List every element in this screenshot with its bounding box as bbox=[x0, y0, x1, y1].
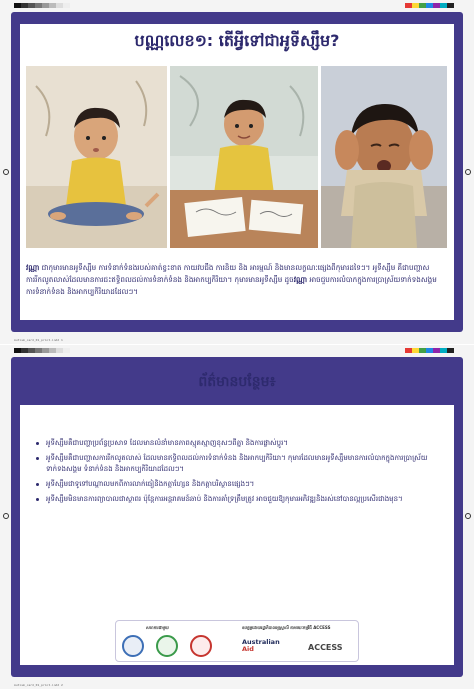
funder-label: ឧបត្ថម្ភដោយរដ្ឋាភិបាលអូស្ត្រាលី តាមរយៈកម្មវិធី ACCESS bbox=[242, 625, 331, 630]
print-slug: Autism_card_01_print.indd 2 bbox=[14, 683, 63, 687]
aus-aid-line2: Aid bbox=[242, 645, 254, 653]
color-bar bbox=[405, 3, 454, 8]
access-logo: ACCESS bbox=[308, 643, 343, 652]
aus-aid-line1: Australian bbox=[242, 638, 280, 646]
illustration-boy-at-table bbox=[170, 66, 318, 248]
illustration-boy-sitting bbox=[26, 66, 167, 248]
registration-mark bbox=[465, 169, 471, 175]
info-bullet-list bbox=[36, 438, 446, 509]
info-bullet: អូទីស្សឹមគឺជាបញ្ហាប្រព័ន្ធប្រសាទ ដែលមានលំនាំមានភាពស្មុគស្មាញខុសៗពីគ្នា និងការផ្លាស់ប្តូរ។ bbox=[36, 438, 446, 449]
child-name-repeat: វណ្ណា bbox=[293, 275, 308, 284]
info-bullet: អូទីស្សឹមជាទូទៅបណ្តាលមកពីការលាក់ធៀនិងកត្តាហ្សែន និងកត្តាបរិស្ថានផ្សេងៗ។ bbox=[36, 479, 446, 490]
illustration-boy-covering-ears bbox=[321, 66, 447, 248]
print-slug: Autism_card_01_print.indd 1 bbox=[14, 338, 63, 342]
registration-mark bbox=[465, 513, 471, 519]
partner-org-logo-icon bbox=[156, 635, 178, 657]
info-title: ព័ត៌មានបន្ថែម៖ bbox=[198, 374, 276, 390]
partner-label: សហការជាមួយ bbox=[146, 625, 169, 630]
card-title: បណ្ណលេខ១: តើអ្វីទៅជាអូទីស្សឹម? bbox=[134, 31, 340, 50]
color-bar bbox=[405, 348, 454, 353]
ministry-logo-icon bbox=[122, 635, 144, 657]
child-name: វណ្ណា bbox=[26, 263, 40, 272]
info-bullet: អូទីស្សឹមគឺជាបញ្ហាសការរីកលូតលាស់ ដែលមានឥទ្ធិពលដល់ការទំនាក់ទំនង និងអាកប្បកិរិយា។ កុមារដែលមានអូទីស្សឹមមានការលំបាកក្នុងការប្រាស្រ័យទាក់ទងសង្គម ទំនាក់ទំនង និងអាកប្បកិរិយាដដែលៗ។ bbox=[36, 453, 446, 475]
info-bullet: អូទីស្សឹមមិនមានការព្យាបាលជាស្ថាពរ ប៉ុន្តែការអន្តរាគមន៍ឆាប់ និងការគាំទ្រត្រឹមត្រូវ អាចជួយឱ្យកុមារអភិវឌ្ឍនិងរស់នៅបានល្អប្រសើរជាងមុន។ bbox=[36, 494, 446, 505]
registration-mark bbox=[3, 513, 9, 519]
organization-logo-icon bbox=[190, 635, 212, 657]
sponsor-logo-box bbox=[115, 620, 359, 662]
grayscale-bar bbox=[14, 348, 70, 353]
story-tail: អាចជួបការលំបាកក្នុងការប្រាស្រ័យទាក់ទងសង្គម ការទំនាក់ទំនង និងអាកប្បកិរិយាដដែលៗ។ bbox=[26, 275, 437, 296]
australian-aid-logo bbox=[242, 639, 280, 653]
registration-mark bbox=[3, 169, 9, 175]
card-front-sheet bbox=[0, 0, 474, 344]
story-body: ជាកុមារមានអូទីស្សឹម ការទំនាក់ទំនងរបស់គាត់ខ្វះខាត កាយវបជឹង ការនិយ និង អារម្មណ៍ និងមានលក្ខណៈផ្សេងពីកុមារដទៃៗ។ អូទីស្សឹម គឺជាបញ្ហាសការរីកលូតលាស់ដែលមានការជះឥទ្ធិពលដល់ការទំនាក់ទំនង និងអាកប្បកិរិយា។ កុមារមានអូទីស្សឹម ដូច bbox=[26, 263, 430, 284]
card-story-text bbox=[26, 262, 448, 298]
grayscale-bar bbox=[14, 3, 70, 8]
